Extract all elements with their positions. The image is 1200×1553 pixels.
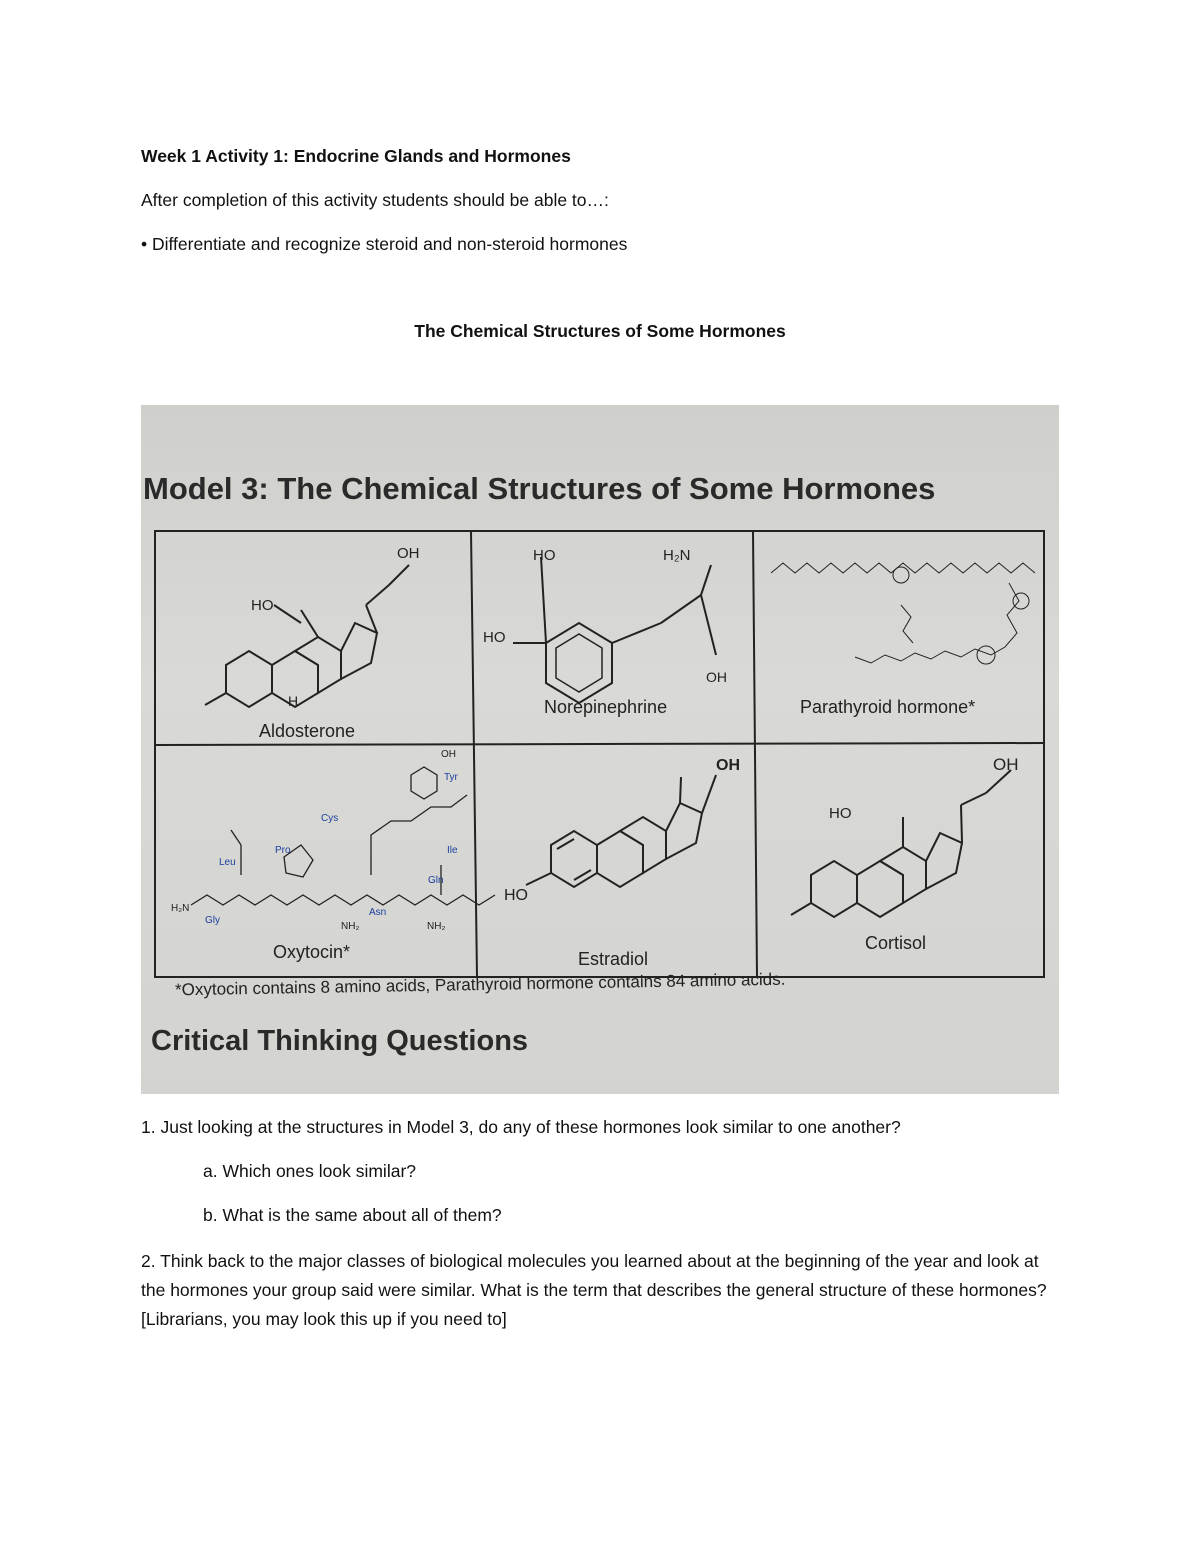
critical-thinking-heading: Critical Thinking Questions [151,1025,529,1057]
amino-acid-label: Leu [219,857,236,868]
model-photo [141,405,1059,1094]
amino-acid-label: Pro [275,845,291,856]
atom-label: OH [993,755,1019,774]
model-title: Model 3: The Chemical Structures of Some Hormones [143,471,936,506]
amino-acid-label: Gly [205,915,220,926]
intro-text: After completion of this activity students should be able to…: [141,190,609,210]
atom-label: OH [397,545,420,562]
model-footnote: *Oxytocin contains 8 amino acids, Parathyroid hormone contains 84 amino acids. [174,969,786,1000]
learning-objective: • Differentiate and recognize steroid and non-steroid hormones [141,234,628,254]
atom-label: H [288,693,299,709]
question-2: 2. Think back to the major classes of biological molecules you learned about at the beginning of the year and look at the hormones your group said were similar. What is the term that describes the general structure of these hormones? [Librarians, you may look this up if you need to] [141,1251,1047,1329]
question-1b: b. What is the same about all of them? [203,1205,502,1225]
molecule-label-estradiol: Estradiol [578,949,649,969]
molecule-label-parathyroid: Parathyroid hormone* [800,697,976,717]
molecule-label-oxytocin: Oxytocin* [273,942,351,962]
atom-label: NH₂ [427,921,446,932]
amino-acid-label: Ile [447,845,458,856]
oxytocin-structure [191,767,495,905]
molecule-label-cortisol: Cortisol [865,933,927,953]
amino-acid-label: Gln [428,875,444,886]
document-title: Week 1 Activity 1: Endocrine Glands and Hormones [141,146,571,166]
atom-label: OH [706,669,727,685]
molecule-label-aldosterone: Aldosterone [259,721,356,741]
molecule-label-norepinephrine: Norepinephrine [544,697,668,717]
estradiol-structure [526,775,716,887]
norepinephrine-structure [513,557,716,703]
table-divider-1 [471,531,477,977]
atom-label: H₂N [171,903,190,914]
cortisol-structure [791,770,1011,917]
parathyroid-structure [771,563,1035,664]
table-divider-row [155,743,1044,745]
amino-acid-label: Cys [321,813,339,824]
atom-label: NH₂ [341,921,360,932]
atom-label: OH [441,749,456,760]
question-1: 1. Just looking at the structures in Model 3, do any of these hormones look similar to one another? [141,1117,901,1137]
model-table-border [155,531,1044,977]
table-divider-2 [753,531,757,977]
atom-label: HO [829,805,852,822]
amino-acid-label: Tyr [444,772,458,783]
atom-label: HO [251,597,274,614]
atom-label: OH [716,757,740,774]
aldosterone-structure [205,565,409,707]
amino-acid-label: Asn [369,907,387,918]
atom-label: H₂N [663,547,691,564]
atom-label: HO [504,887,528,904]
atom-label: HO [483,629,506,646]
atom-label: HO [533,547,556,564]
question-1a: a. Which ones look similar? [203,1161,416,1181]
section-heading: The Chemical Structures of Some Hormones [414,321,786,341]
